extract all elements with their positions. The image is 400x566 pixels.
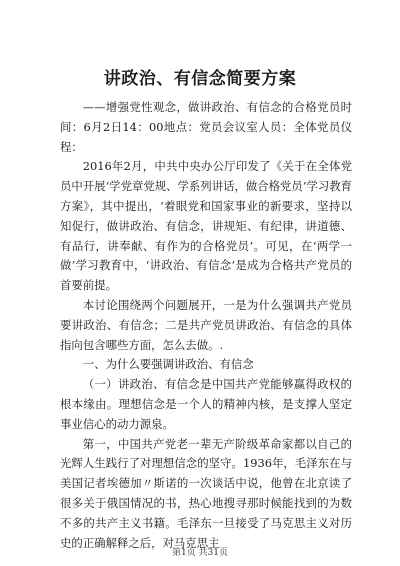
body-paragraph: 2016年2月，中共中央办公厅印发了《关于在全体党员中开展‘学党章党规、学系列讲话，做合格党员’学习教育方案》，其中提出，‘着眼党和国家事业的新要求，坚持以知促行，做讲政治、有信念，讲规矩、有纪律，讲道德、有品行，讲奉献、有作为的合格党员’。可见，在‘两学一做’学习教育中，‘讲政治、有信念’是成为合格共产党员的首要前提。 — [60, 159, 353, 293]
body-paragraph: 第一，中国共产党老一辈无产阶级革命家都以自己的光辉人生践行了对理想信念的坚守。1936年，毛泽东在与美国记者埃德加〃斯诺的一次谈话中说，他曾在北京读了很多关于俄国情况的书，热心地搜寻那时候能找到的为数不多的共产主义书籍。毛泽东一旦接受了马克思主义对历史的正确解释之后，对马克思主 — [60, 436, 352, 550]
page-footer: 第1页 共31页 — [171, 548, 229, 558]
document-title: 讲政治、有信念简要方案 — [103, 69, 297, 89]
document-body — [60, 98, 352, 553]
section-heading: 一、为什么要强调讲政治、有信念 — [82, 357, 254, 372]
subtitle-paragraph: ——增强党性观念，做讲政治、有信念的合格党员时间：6月2日14：00地点：党员会议室人员：全体党员仪程： — [60, 100, 352, 154]
body-paragraph: （一）讲政治、有信念是中国共产党能够赢得政权的根本缘由。理想信念是一个人的精神内核，是支撑人坚定事业信心的动力源泉。 — [60, 377, 352, 431]
body-paragraph: 本讨论围绕两个问题展开，一是为什么强调共产党员要讲政治、有信念；二是共产党员讲政治、有信念的具体指向包含哪些方面，怎么去做。. — [60, 297, 352, 352]
